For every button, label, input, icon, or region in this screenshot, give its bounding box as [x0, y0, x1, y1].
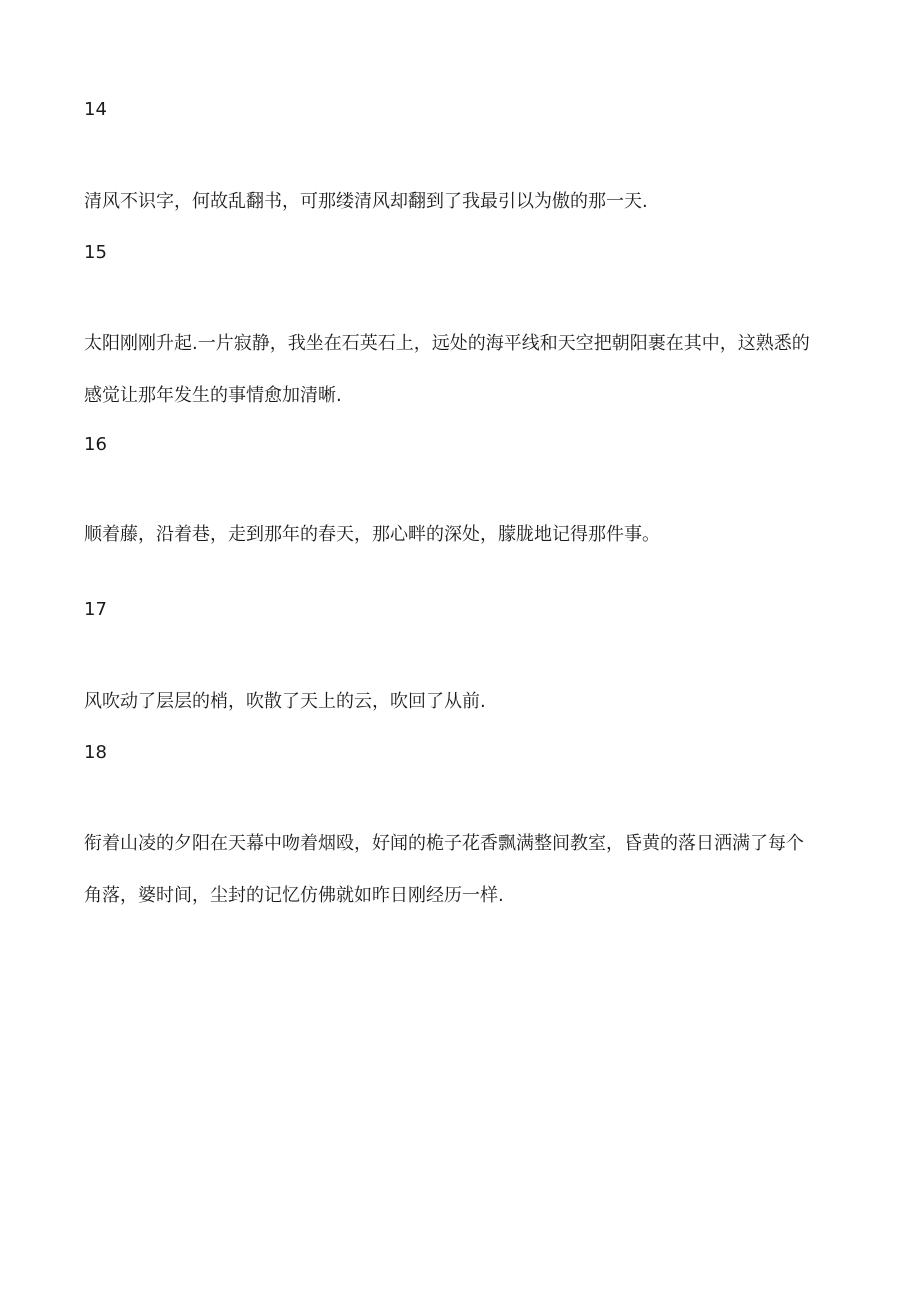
entry-number-17: 17	[84, 599, 107, 620]
entry-number-15: 15	[84, 242, 107, 263]
paragraph-line: 顺着藤，沿着巷，走到那年的春天，那心畔的深处，朦胧地记得那件事。	[84, 524, 660, 545]
paragraph-line: 风吹动了层层的梢，吹散了天上的云，吹回了从前.	[84, 691, 486, 712]
entry-text-17	[84, 689, 486, 714]
entry-text-16	[84, 522, 660, 547]
entry-text-14	[84, 189, 648, 214]
entry-text-18	[84, 831, 804, 908]
entry-text-15	[84, 331, 810, 408]
paragraph-line: 感觉让那年发生的事情愈加清晰.	[84, 385, 342, 406]
entry-number-18: 18	[84, 742, 107, 763]
paragraph-line: 清风不识字，何故乱翻书，可那缕清风却翻到了我最引以为傲的那一天.	[84, 191, 648, 212]
entry-number-16: 16	[84, 434, 107, 455]
entry-number-14: 14	[84, 99, 107, 120]
paragraph-line: 衔着山凌的夕阳在天幕中吻着烟殴，好闻的桅子花香飘满整间教室，昏黄的落日洒满了每个	[84, 833, 804, 854]
paragraph-line: 太阳刚刚升起.一片寂静，我坐在石英石上，远处的海平线和天空把朝阳裹在其中，这熟悉的	[84, 333, 810, 354]
paragraph-line: 角落，婆时间，尘封的记忆仿佛就如昨日刚经历一样.	[84, 885, 504, 906]
